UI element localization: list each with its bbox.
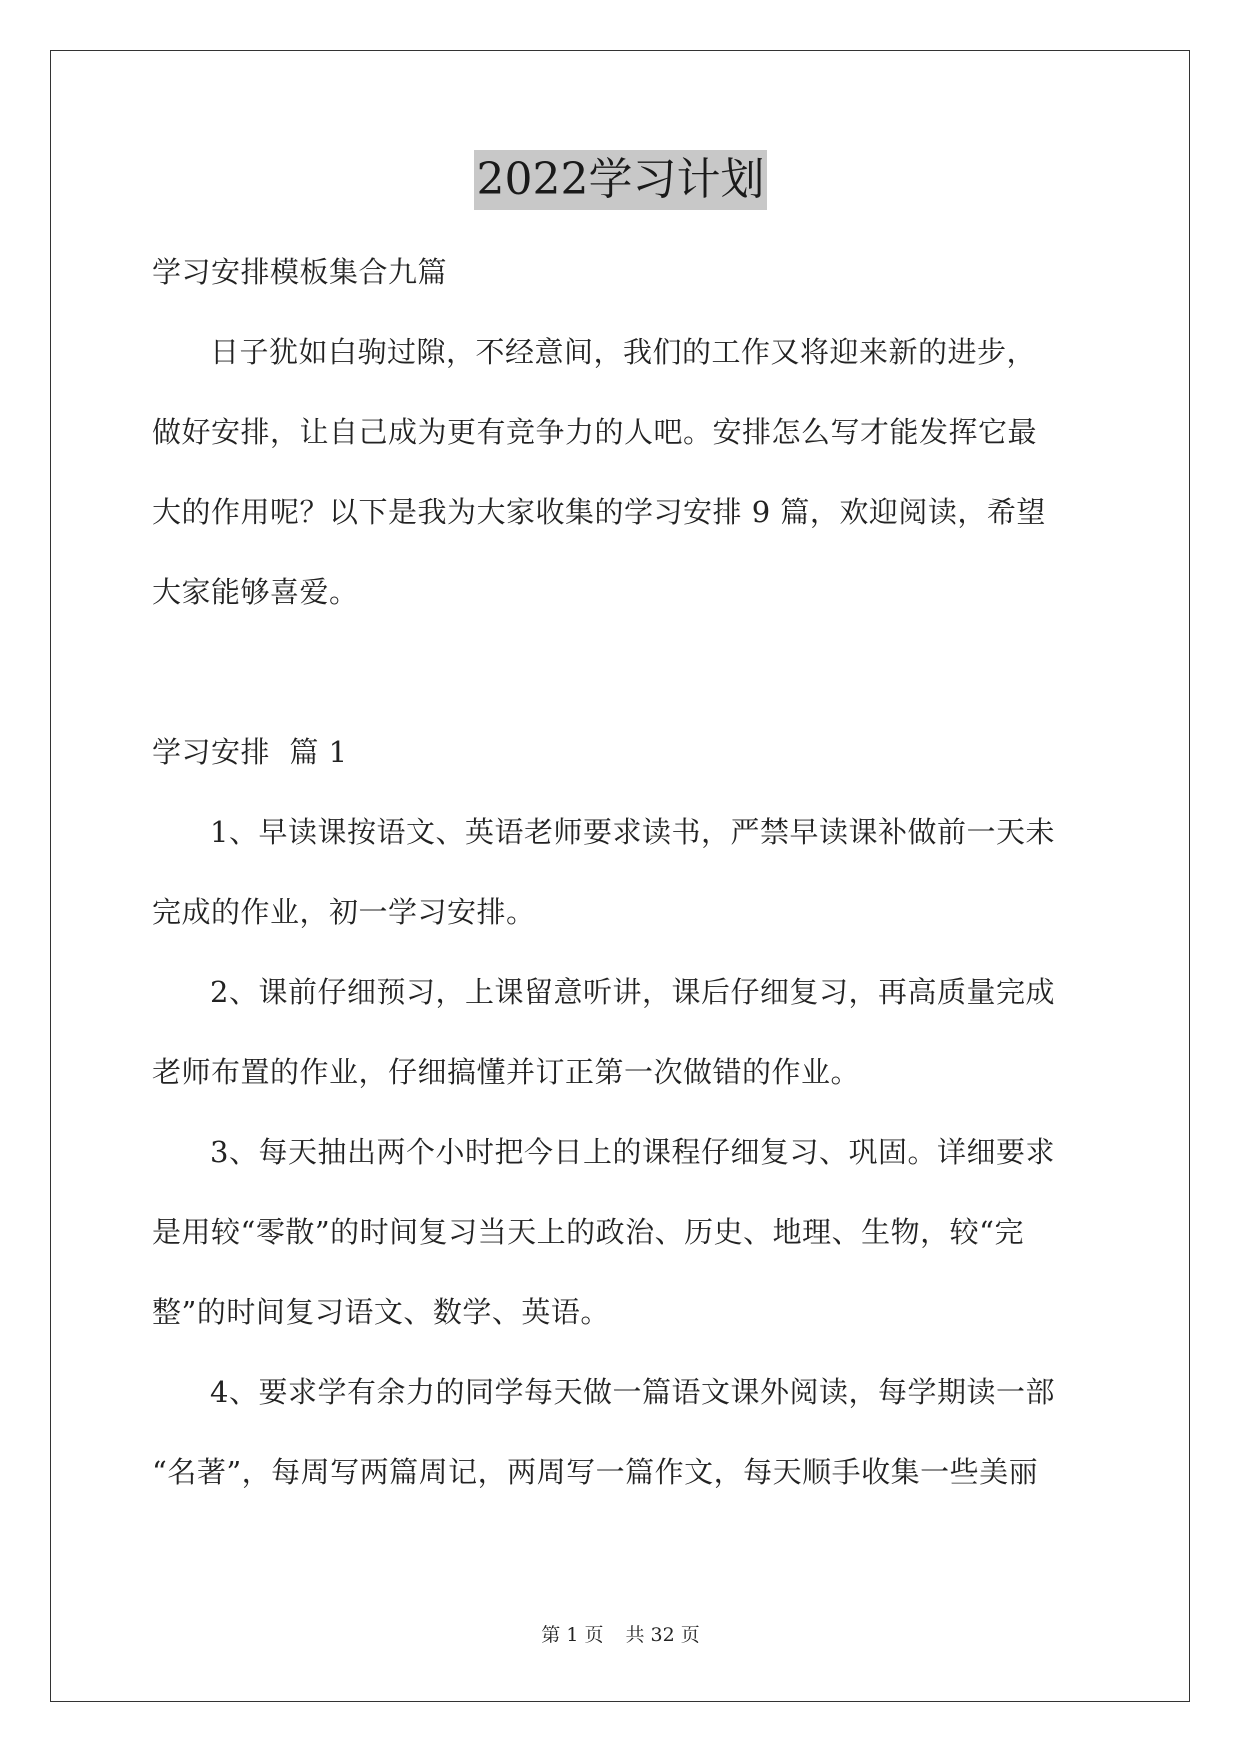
intro-paragraph [152, 312, 1092, 632]
item-4 [152, 1352, 1092, 1512]
title-area [0, 150, 1241, 210]
item-line: 4、要求学有余力的同学每天做一篇语文课外阅读，每学期读一部 [210, 1375, 1055, 1409]
intro-line: 做好安排，让自己成为更有竞争力的人吧。安排怎么写才能发挥它最 [152, 415, 1038, 449]
item-line: 3、每天抽出两个小时把今日上的课程仔细复习、巩固。详细要求 [210, 1135, 1055, 1169]
document-title: 2022学习计划 [474, 150, 768, 210]
paragraph-gap [152, 632, 1092, 712]
item-line: 完成的作业，初一学习安排。 [152, 895, 536, 929]
item-line: 1、早读课按语文、英语老师要求读书，严禁早读课补做前一天未 [210, 815, 1055, 849]
item-line: 是用较“零散”的时间复习当天上的政治、历史、地理、生物，较“完 [152, 1215, 1024, 1249]
item-line: 老师布置的作业，仔细搞懂并订正第一次做错的作业。 [152, 1055, 861, 1089]
page-number: 第 1 页 [541, 1624, 604, 1646]
intro-line: 大的作用呢？以下是我为大家收集的学习安排 9 篇，欢迎阅读，希望 [152, 495, 1046, 529]
page-total: 共 32 页 [625, 1624, 700, 1646]
item-3 [152, 1112, 1092, 1352]
item-2 [152, 952, 1092, 1112]
intro-line: 大家能够喜爱。 [152, 575, 359, 609]
section-heading: 学习安排 篇 1 [152, 735, 348, 769]
item-line: 2、课前仔细预习，上课留意听讲，课后仔细复习，再高质量完成 [210, 975, 1055, 1009]
intro-line: 日子犹如白驹过隙，不经意间，我们的工作又将迎来新的进步， [210, 335, 1037, 369]
document-subtitle: 学习安排模板集合九篇 [152, 255, 448, 289]
item-line: “名著”，每周写两篇周记，两周写一篇作文，每天顺手收集一些美丽 [152, 1455, 1039, 1489]
page-footer [0, 1620, 1241, 1647]
item-1 [152, 792, 1092, 952]
item-line: 整”的时间复习语文、数学、英语。 [152, 1295, 610, 1329]
document-body [152, 232, 1092, 1512]
